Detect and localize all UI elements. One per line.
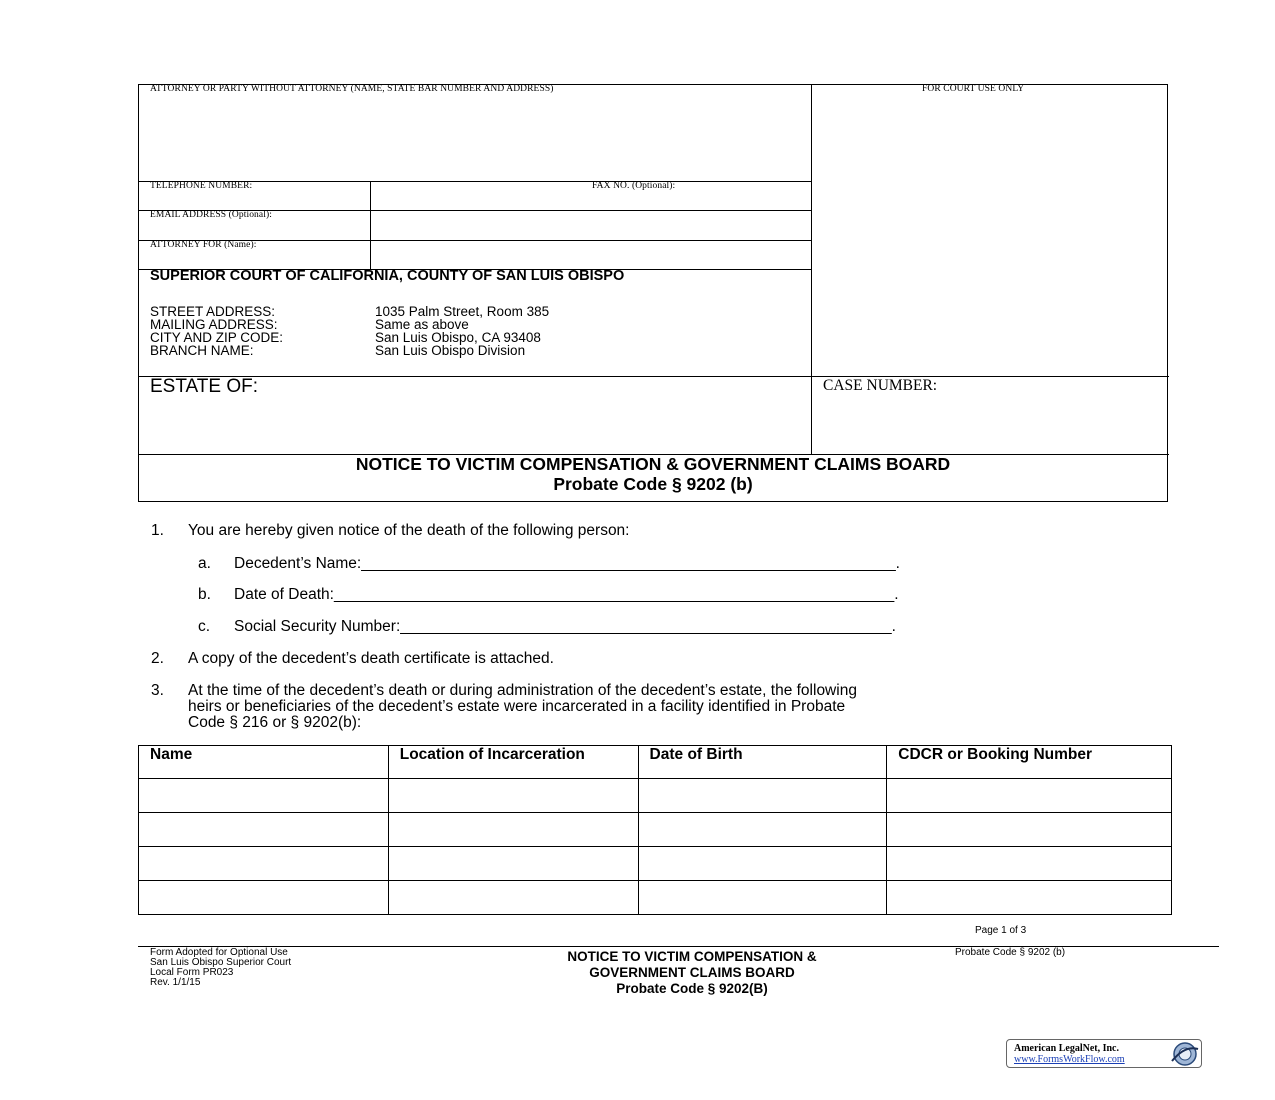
column-header-location: Location of Incarceration: [388, 746, 638, 779]
table-cell[interactable]: [887, 813, 1172, 847]
globe-icon: [1169, 1041, 1199, 1067]
footer-left-line: Rev. 1/1/15: [150, 977, 201, 988]
table-row: [139, 813, 1172, 847]
city-value: San Luis Obispo, CA 93408: [375, 330, 541, 345]
mailing-value: Same as above: [375, 317, 469, 332]
footer-right-code: Probate Code § 9202 (b): [955, 947, 1066, 958]
mailing-label: MAILING ADDRESS:: [150, 317, 278, 332]
footer-title-line: NOTICE TO VICTIM COMPENSATION &: [567, 949, 817, 964]
table-cell[interactable]: [139, 847, 389, 881]
divider: [811, 85, 812, 455]
heirs-table: [138, 745, 1172, 915]
table-header-row: [139, 746, 1172, 779]
table-row: [139, 847, 1172, 881]
branch-label: BRANCH NAME:: [150, 343, 254, 358]
table-cell[interactable]: [388, 847, 638, 881]
estate-label: ESTATE OF:: [150, 376, 259, 397]
item-letter: a.: [198, 555, 211, 572]
table-cell[interactable]: [638, 779, 887, 813]
street-label: STREET ADDRESS:: [150, 304, 276, 319]
table-cell[interactable]: [139, 813, 389, 847]
street-value: 1035 Palm Street, Room 385: [375, 304, 550, 319]
table-cell[interactable]: [638, 881, 887, 915]
attorney-for-label: ATTORNEY FOR (Name):: [150, 240, 257, 250]
email-label: EMAIL ADDRESS (Optional):: [150, 210, 272, 220]
date-of-death-field[interactable]: Date of Death:_________________________________________________________________.: [234, 586, 899, 603]
footer-title-line: Probate Code § 9202(B): [616, 981, 768, 996]
table-cell[interactable]: [887, 779, 1172, 813]
item-number: 2.: [151, 650, 164, 667]
table-cell[interactable]: [139, 779, 389, 813]
item-letter: c.: [198, 618, 211, 635]
column-header-cdcr: CDCR or Booking Number: [887, 746, 1172, 779]
table-cell[interactable]: [388, 881, 638, 915]
footer-left-line: San Luis Obispo Superior Court: [150, 957, 292, 968]
item-3-line: Code § 216 or § 9202(b):: [188, 714, 362, 731]
decedent-name-field[interactable]: Decedent’s Name:______________________________________________________________.: [234, 555, 900, 572]
table-cell[interactable]: [139, 881, 389, 915]
table-cell[interactable]: [638, 847, 887, 881]
divider: [139, 376, 1169, 377]
form-subtitle: Probate Code § 9202 (b): [553, 474, 753, 494]
table-cell[interactable]: [388, 813, 638, 847]
table-row: [139, 779, 1172, 813]
page-number: Page 1 of 3: [975, 925, 1027, 936]
table-row: [139, 881, 1172, 915]
item-2-text: A copy of the decedent’s death certificate is attached.: [188, 650, 554, 667]
table-cell[interactable]: [887, 847, 1172, 881]
footer-left-line: Local Form PR023: [150, 967, 234, 978]
ssn-field[interactable]: Social Security Number:_________________________________________________________.: [234, 618, 896, 635]
table-cell[interactable]: [638, 813, 887, 847]
branch-value: San Luis Obispo Division: [375, 343, 526, 358]
divider: [370, 181, 371, 269]
column-header-dob: Date of Birth: [638, 746, 887, 779]
item-number: 1.: [151, 522, 164, 539]
footer-left-line: Form Adopted for Optional Use: [150, 947, 288, 958]
court-title: SUPERIOR COURT OF CALIFORNIA, COUNTY OF SAN LUIS OBISPO: [150, 268, 625, 284]
item-letter: b.: [198, 586, 211, 603]
table-cell[interactable]: [887, 881, 1172, 915]
attorney-label: ATTORNEY OR PARTY WITHOUT ATTORNEY (NAME, STATE BAR NUMBER AND ADDRESS): [150, 84, 554, 94]
table-cell[interactable]: [388, 779, 638, 813]
item-3-line: heirs or beneficiaries of the decedent’s estate were incarcerated in a facility identified in Probate: [188, 698, 846, 715]
item-number: 3.: [151, 682, 164, 699]
fax-label: FAX NO. (Optional):: [592, 181, 676, 191]
caption-box: [138, 84, 1168, 502]
telephone-label: TELEPHONE NUMBER:: [150, 181, 253, 191]
court-use-label: FOR COURT USE ONLY: [922, 84, 1025, 94]
city-label: CITY AND ZIP CODE:: [150, 330, 284, 345]
logo-url[interactable]: www.FormsWorkFlow.com: [1014, 1054, 1125, 1065]
logo-company: American LegalNet, Inc.: [1014, 1043, 1119, 1054]
form-title: NOTICE TO VICTIM COMPENSATION & GOVERNMENT CLAIMS BOARD: [355, 454, 951, 474]
case-number-label: CASE NUMBER:: [823, 377, 938, 394]
item-1-text: You are hereby given notice of the death of the following person:: [188, 522, 630, 539]
american-legalnet-logo[interactable]: [1006, 1039, 1202, 1068]
footer-title-line: GOVERNMENT CLAIMS BOARD: [589, 965, 795, 980]
item-3-line: At the time of the decedent’s death or during administration of the decedent’s estate, the following: [188, 682, 857, 699]
column-header-name: Name: [139, 746, 389, 779]
